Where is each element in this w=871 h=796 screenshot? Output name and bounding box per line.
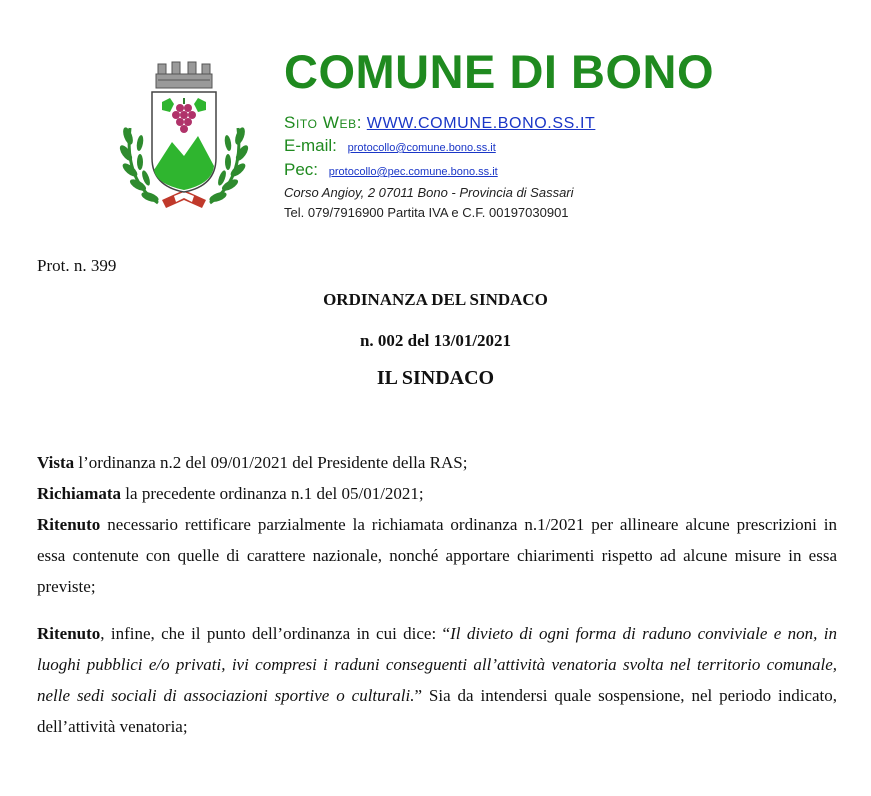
pec-label: Pec: [284,160,319,179]
protocol-number: Prot. n. 399 [37,256,117,275]
paragraph-text: ” Sia da intendersi quale sospensione, nel periodo indicato, dell’attività venatoria; [37,686,837,736]
paragraph-richiamata [37,478,837,509]
section-heading: IL SINDACO [376,367,495,389]
pec-link[interactable]: protocollo@pec.comune.bono.ss.it [328,166,498,178]
telephone-vat: Tel. 079/7916900 Partita IVA e C.F. 00197030901 [284,205,569,220]
paragraph-text: , infine, che il punto dell’ordinanza in cui dice: “ [100,624,451,643]
pec-row [284,159,844,183]
quoted-text: Il divieto di ogni forma di raduno conviviale e non, in luoghi pubblici e/o privati, ivi compresi i raduni conseguenti all’attività venatoria svolta nel territorio comunale, nelle sedi sociali di associazioni sportive o culturali. [37,624,837,705]
paragraph-text: necessario rettificare parzialmente la richiamata ordinanza n.1/2021 per allineare alcune prescrizioni in essa contenute con quelle di carattere nazionale, nonché apportare chiarimenti rispetto ad alcune misure in essa previste; [37,515,837,596]
paragraph-vista [37,447,837,478]
municipal-coat-of-arms [118,58,250,218]
municipality-title: COMUNE DI BONO [284,45,714,98]
paragraph-lead: Vista [37,453,75,472]
paragraph-lead: Ritenuto [37,515,101,534]
email-link[interactable]: protocollo@comune.bono.ss.it [347,142,496,154]
ordinance-body [37,447,837,742]
address: Corso Angioy, 2 07011 Bono - Provincia di Sassari [284,185,574,200]
website-link[interactable]: WWW.COMUNE.BONO.SS.IT [366,115,596,132]
website-row [284,112,844,135]
paragraph-text: l’ordinanza n.2 del 09/01/2021 del Presidente della RAS; [74,453,468,472]
letterhead [284,42,844,223]
ordinance-number: n. 002 del 13/01/2021 [359,331,512,350]
paragraph-lead: Ritenuto [37,624,101,643]
website-label: Sito Web: [284,113,363,132]
ordinance-title: ORDINANZA DEL SINDACO [323,290,548,309]
paragraph-lead: Richiamata [37,484,122,503]
email-label: E-mail: [284,136,337,155]
email-row [284,135,844,159]
paragraph-ritenuto-2 [37,618,837,742]
paragraph-text: la precedente ordinanza n.1 del 05/01/2021; [121,484,424,503]
paragraph-ritenuto-1 [37,509,837,602]
